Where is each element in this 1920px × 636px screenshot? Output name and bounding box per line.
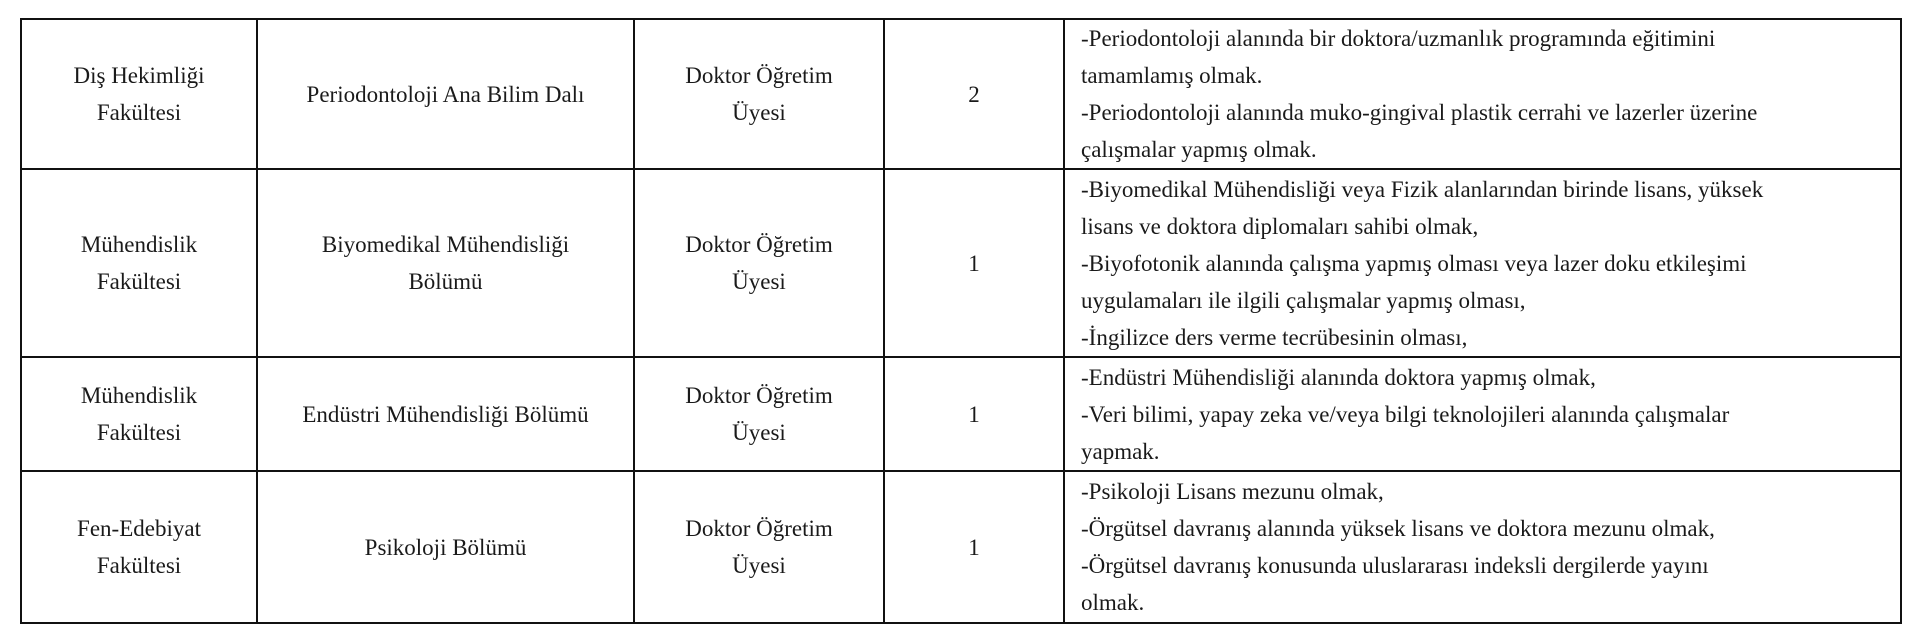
position-table	[20, 18, 1902, 624]
department-cell: Periodontoloji Ana Bilim Dalı	[257, 19, 634, 169]
requirements-cell: -Psikoloji Lisans mezunu olmak, -Örgütsel davranış alanında yüksek lisans ve doktora mezunu olmak, -Örgütsel davranış konusunda uluslararası indeksli dergilerde yayını olmak.	[1064, 471, 1901, 623]
count-cell: 1	[884, 169, 1064, 357]
requirements-cell: -Periodontoloji alanında bir doktora/uzmanlık programında eğitimini tamamlamış olmak. -Periodontoloji alanında muko-gingival plastik cerrahi ve lazerler üzerine çalışmalar yapmış olmak.	[1064, 19, 1901, 169]
title-cell: Doktor Öğretim Üyesi	[634, 19, 884, 169]
department-cell: Biyomedikal Mühendisliği Bölümü	[257, 169, 634, 357]
faculty-cell: Mühendislik Fakültesi	[21, 357, 257, 471]
requirements-cell: -Biyomedikal Mühendisliği veya Fizik alanlarından birinde lisans, yüksek lisans ve doktora diplomaları sahibi olmak, -Biyofotonik alanında çalışma yapmış olması veya lazer doku etkileşimi uygulamaları ile ilgili çalışmalar yapmış olması, -İngilizce ders verme tecrübesinin olması,	[1064, 169, 1901, 357]
count-cell: 1	[884, 471, 1064, 623]
faculty-cell: Mühendislik Fakültesi	[21, 169, 257, 357]
count-cell: 1	[884, 357, 1064, 471]
table-row	[21, 357, 1901, 471]
faculty-cell: Fen-Edebiyat Fakültesi	[21, 471, 257, 623]
faculty-cell: Diş Hekimliği Fakültesi	[21, 19, 257, 169]
requirements-cell: -Endüstri Mühendisliği alanında doktora yapmış olmak, -Veri bilimi, yapay zeka ve/veya bilgi teknolojileri alanında çalışmalar yapmak.	[1064, 357, 1901, 471]
table-row	[21, 471, 1901, 623]
count-cell: 2	[884, 19, 1064, 169]
department-cell: Psikoloji Bölümü	[257, 471, 634, 623]
department-cell: Endüstri Mühendisliği Bölümü	[257, 357, 634, 471]
title-cell: Doktor Öğretim Üyesi	[634, 471, 884, 623]
table-row	[21, 19, 1901, 169]
document-page	[20, 18, 1900, 624]
table-row	[21, 169, 1901, 357]
title-cell: Doktor Öğretim Üyesi	[634, 169, 884, 357]
title-cell: Doktor Öğretim Üyesi	[634, 357, 884, 471]
